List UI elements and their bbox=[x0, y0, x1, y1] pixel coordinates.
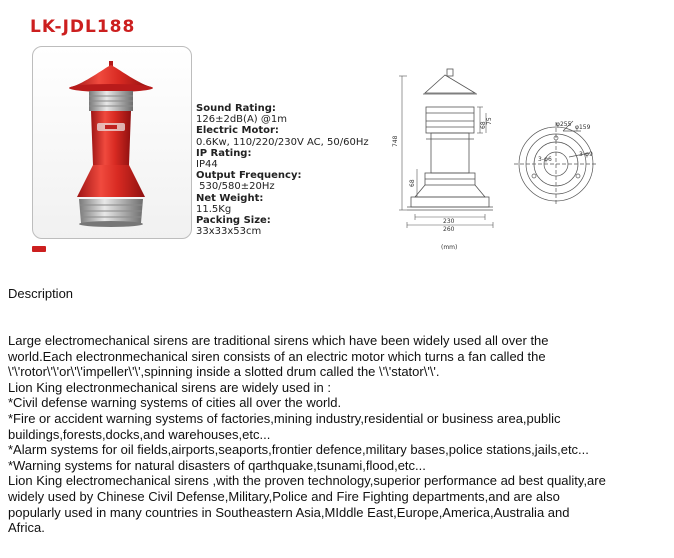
technical-drawing bbox=[393, 69, 633, 254]
dim-hole: 3-φ9 bbox=[579, 151, 593, 158]
description-heading: Description bbox=[8, 286, 74, 301]
dim-width-inner: 230 bbox=[443, 218, 455, 225]
description-line: *Alarm systems for oil fields,airports,seaports,frontier defence,military bases,police stations,jails,etc... bbox=[8, 442, 589, 458]
dim-height: 748 bbox=[392, 135, 399, 147]
spec-label-ip-rating: IP Rating: bbox=[196, 147, 252, 159]
spec-label-output-frequency: Output Frequency: bbox=[196, 170, 302, 182]
dim-base: 68 bbox=[409, 179, 416, 187]
description-line: world.Each electronmechanical siren consists of an electric motor which turns a fan called the bbox=[8, 348, 546, 364]
product-photo bbox=[32, 46, 192, 239]
description-line: *Civil defense warning systems of cities all over the world. bbox=[8, 395, 342, 411]
spec-label-net-weight: Net Weight: bbox=[196, 192, 264, 204]
brand-logo bbox=[32, 246, 46, 252]
dim-width-outer: 260 bbox=[443, 226, 455, 233]
description-line: Lion King electronmechanical sirens are widely used in : bbox=[8, 379, 332, 395]
spec-label-packing-size: Packing Size: bbox=[196, 215, 271, 227]
description-line: popularly used in many countries in Southeastern Asia,MIddle East,Europe,America,Australia and bbox=[8, 504, 570, 520]
description-body bbox=[8, 333, 658, 536]
description-line: buildings,forests,docks,and warehouses,etc... bbox=[8, 426, 271, 442]
dim-bolt: 3-φ6 bbox=[538, 156, 552, 163]
dim-cap: 75 bbox=[486, 117, 493, 125]
top-view-outline bbox=[514, 121, 598, 206]
description-line: widely used by Chinese Civil Defense,Military,Police and Fire Fighting departments,and are also bbox=[8, 488, 560, 504]
dimension-lines bbox=[399, 76, 493, 228]
description-line: *Warning systems for natural disasters of qarthquake,tsunami,flood,etc... bbox=[8, 457, 426, 473]
description-line: Africa. bbox=[8, 520, 45, 536]
dim-outer-dia: φ255 bbox=[556, 121, 572, 128]
description-line: \'\'rotor\'\'or\'\'impeller\'\',spinning inside a slotted drum called the \'\'stator\'\'. bbox=[8, 364, 440, 380]
dim-cap-inner: 68 bbox=[480, 121, 487, 129]
spec-value-output-frequency: 530/580±20Hz bbox=[196, 181, 275, 193]
spec-label-sound-rating: Sound Rating: bbox=[196, 103, 276, 114]
spec-list bbox=[196, 103, 369, 237]
side-view-outline bbox=[407, 69, 493, 210]
description-line: *Fire or accident warning systems of factories,mining industry,residential or business area,public bbox=[8, 410, 561, 426]
spec-value-electric-motor: 0.6Kw, 110/220/230V AC, 50/60Hz bbox=[196, 136, 369, 148]
dim-units: (mm) bbox=[441, 244, 458, 251]
spec-value-ip-rating: IP44 bbox=[196, 159, 218, 171]
spec-value-packing-size: 33x33x53cm bbox=[196, 226, 262, 238]
siren-illustration bbox=[33, 47, 191, 238]
dim-inner-dia: φ159 bbox=[575, 124, 591, 131]
spec-value-sound-rating: 126±2dB(A) @1m bbox=[196, 114, 287, 126]
description-line: Large electromechanical sirens are traditional sirens which have been widely used all over the bbox=[8, 333, 549, 348]
spec-label-electric-motor: Electric Motor: bbox=[196, 125, 279, 137]
description-line: Lion King electromechanical sirens ,with the proven technology,superior performance ad best quality,are bbox=[8, 473, 606, 489]
spec-value-net-weight: 11.5Kg bbox=[196, 203, 232, 215]
product-model-title: LK-JDL188 bbox=[30, 17, 136, 37]
